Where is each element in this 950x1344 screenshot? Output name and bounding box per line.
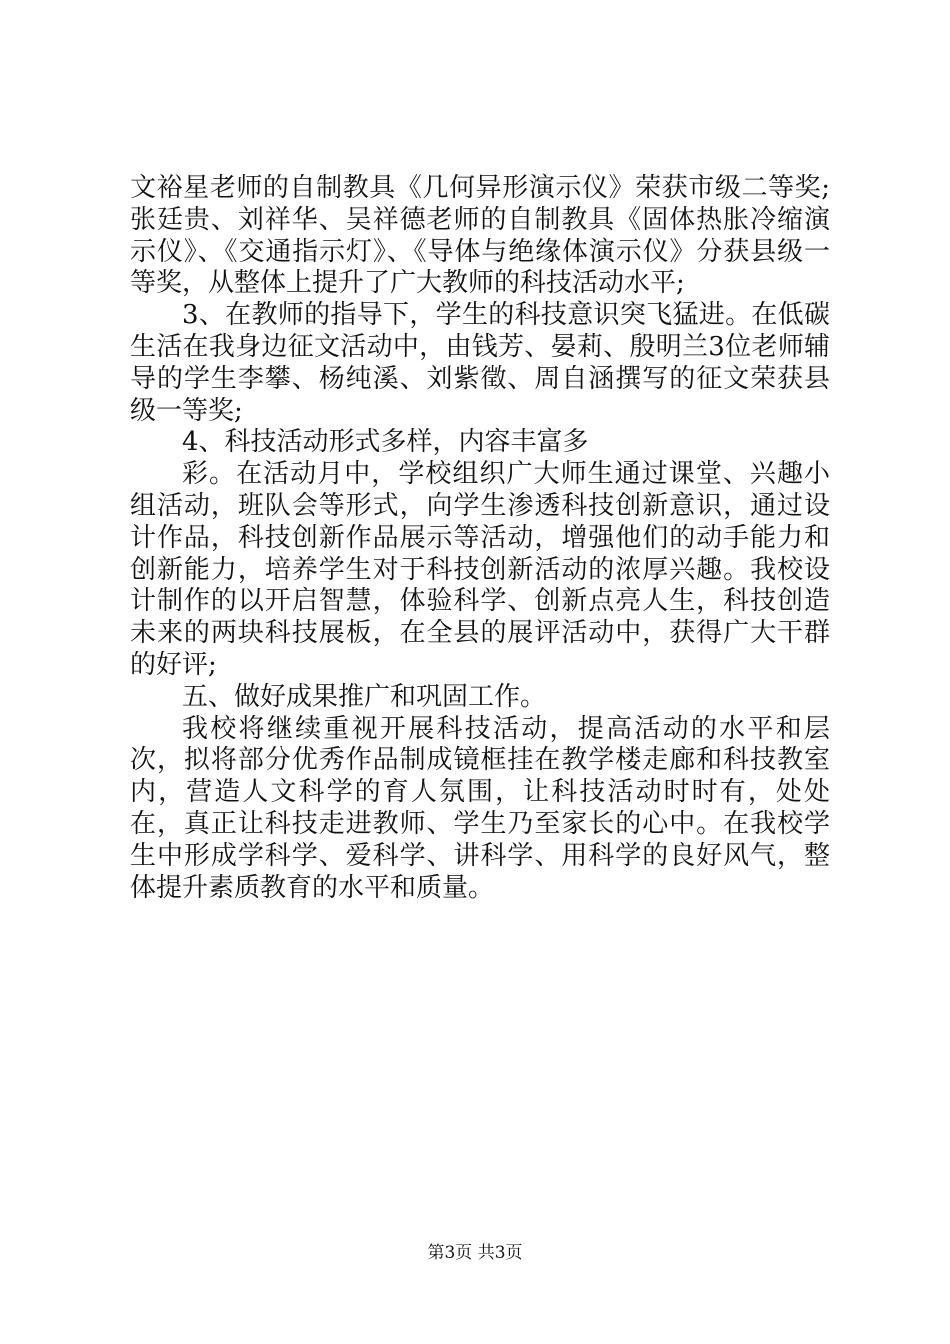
paragraph-future-plan: 我校将继续重视开展科技活动，提高活动的水平和层次，拟将部分优秀作品制成镜框挂在教学楼走廊和科技教室内，营造人文科学的育人氛围，让科技活动时时有，处处在，真正让科技走进教师、学生乃至家长的心中。在我校学生中形成学科学、爱科学、讲科学、用科学的良好风气，整体提升素质教育的水平和质量。 <box>130 713 830 903</box>
page-number-footer: 第3页 共3页 <box>427 1243 523 1263</box>
paragraph-award-teachers: 文裕星老师的自制教具《几何异形演示仪》荣获市级二等奖;张廷贵、刘祥华、吴祥德老师的自制教具《固体热胀冷缩演示仪》、《交通指示灯》、《导体与绝缘体演示仪》分获县级一等奖，从整体上提升了广大教师的科技活动水平; <box>130 173 830 299</box>
paragraph-activity-forms-heading: 4、科技活动形式多样，内容丰富多 <box>182 427 589 458</box>
paragraph-activity-month: 彩。在活动月中，学校组织广大师生通过课堂、兴趣小组活动，班队会等形式，向学生渗透科技创新意识，通过设计作品，科技创新作品展示等活动，增强他们的动手能力和创新能力，培养学生对于科技创新活动的浓厚兴趣。我校设计制作的以开启智慧，体验科学、创新点亮人生，科技创造未来的两块科技展板，在全县的展评活动中，获得广大干群的好评; <box>130 459 830 680</box>
document-body <box>130 173 830 904</box>
section-heading-promotion: 五、做好成果推广和巩固工作。 <box>182 681 547 712</box>
paragraph-student-awareness: 3、在教师的指导下，学生的科技意识突飞猛进。在低碳生活在我身边征文活动中，由钱芳、晏莉、殷明兰3位老师辅导的学生李攀、杨纯溪、刘紫徵、周自涵撰写的征文荣获县级一等奖; <box>130 300 830 426</box>
